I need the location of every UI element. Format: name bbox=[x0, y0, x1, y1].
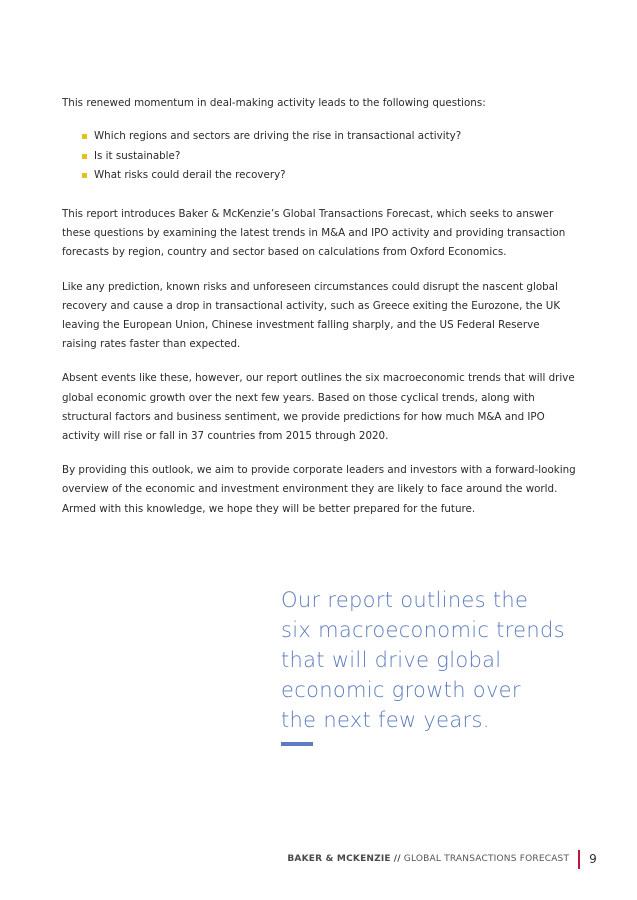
bullet-square-icon bbox=[82, 154, 87, 159]
pull-quote-line: that will drive global bbox=[281, 648, 502, 672]
list-item-text: Is it sustainable? bbox=[94, 149, 181, 162]
list-item-text: Which regions and sectors are driving the rise in transactional activity? bbox=[94, 130, 462, 142]
footer-divider bbox=[578, 850, 580, 869]
pull-quote-line: six macroeconomic trends bbox=[281, 618, 565, 642]
bullet-square-icon bbox=[82, 134, 87, 139]
paragraph: By providing this outlook, we aim to provide corporate leaders and investors with a forward-looking overview of the economic and investment environment they are likely to face around the world. Armed with this knowledge, we hope they will be better prepared for the future. bbox=[62, 464, 576, 515]
paragraph: This report introduces Baker & McKenzie’s Global Transactions Forecast, which seeks to answer these questions by examining the latest trends in M&A and IPO activity and providing transaction forecasts by region, country and sector based on calculations from Oxford Economics. bbox=[62, 208, 566, 259]
body-text bbox=[62, 205, 577, 534]
pull-quote-line: economic growth over bbox=[281, 678, 521, 702]
list-item bbox=[82, 147, 562, 167]
pull-quote-rule bbox=[281, 742, 313, 746]
list-item bbox=[82, 127, 562, 147]
footer-brand: BAKER & MCKENZIE bbox=[287, 854, 391, 864]
list-item-text: What risks could derail the recovery? bbox=[94, 169, 286, 181]
footer-separator: // bbox=[393, 854, 401, 864]
paragraph: Like any prediction, known risks and unforeseen circumstances could disrupt the nascent global recovery and cause a drop in transactional activity, such as Greece exiting the Eurozone, the UK leaving the European Union, Chinese investment falling sharply, and the US Federal Reserve raising rates faster than expected. bbox=[62, 280, 561, 351]
bullet-square-icon bbox=[82, 173, 87, 178]
intro-text: This renewed momentum in deal-making activity leads to the following questions: bbox=[62, 97, 486, 109]
paragraph: Absent events like these, however, our report outlines the six macroeconomic trends that will drive global economic growth over the next few years. Based on those cyclical trends, along with structural factors and business sentiment, we provide predictions for how much M&A and IPO activity will rise or fall in 37 countries from 2015 through 2020. bbox=[62, 372, 575, 443]
footer-title: GLOBAL TRANSACTIONS FORECAST bbox=[403, 854, 570, 864]
page-number: 9 bbox=[589, 852, 597, 866]
list-item bbox=[82, 166, 562, 186]
question-list bbox=[82, 127, 562, 186]
pull-quote bbox=[281, 585, 611, 735]
page-footer bbox=[287, 849, 597, 869]
pull-quote-line: the next few years. bbox=[281, 708, 490, 732]
pull-quote-line: Our report outlines the bbox=[281, 588, 529, 612]
